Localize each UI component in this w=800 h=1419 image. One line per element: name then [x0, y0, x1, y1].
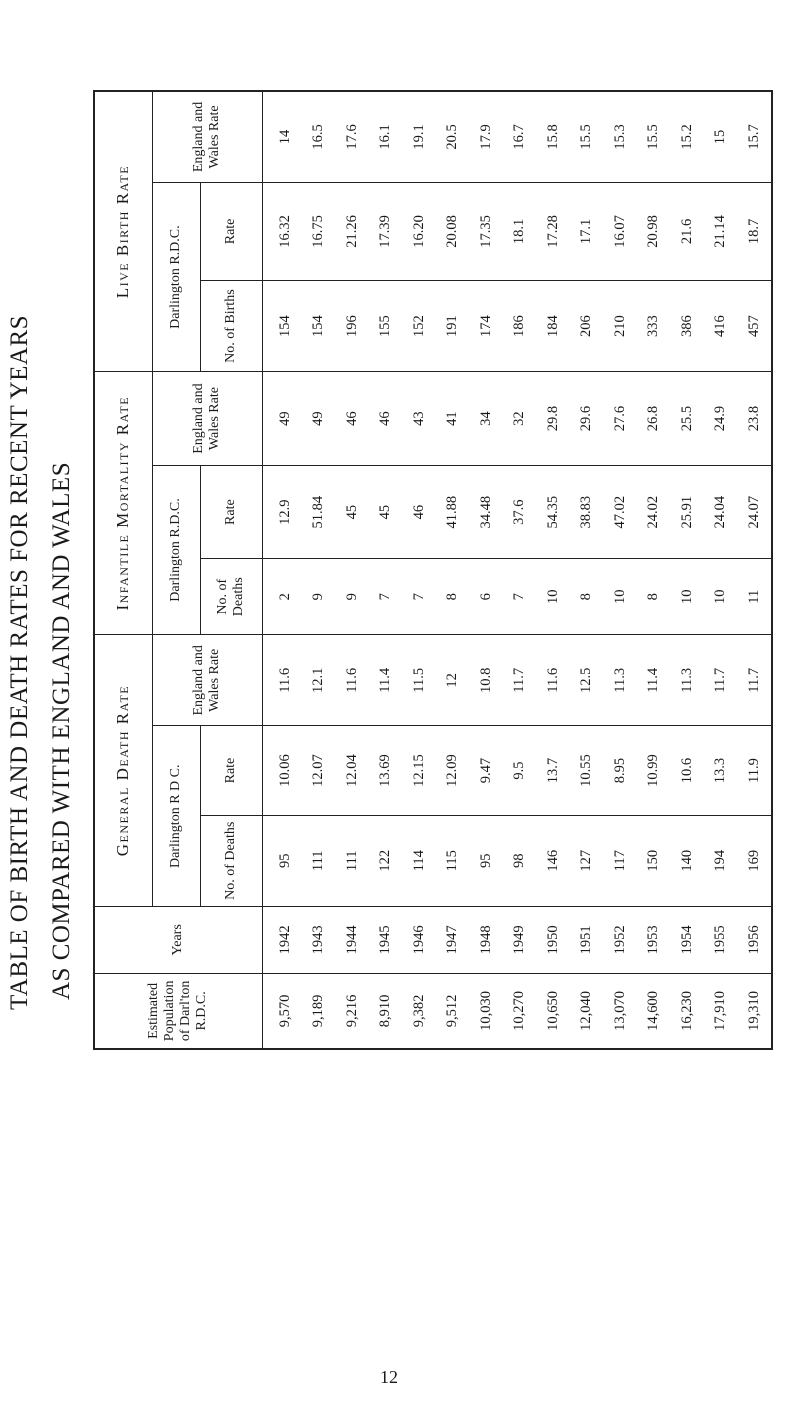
table-cell: 10	[678, 589, 695, 605]
table-cell: 27.6	[611, 405, 628, 432]
table-cell: 12.9	[276, 499, 293, 525]
header-england-infant: England and Wales Rate	[152, 372, 262, 466]
table-cell: 9.47	[477, 757, 494, 784]
table-cell: 9,570	[276, 994, 293, 1028]
table-cell: 16.5	[310, 124, 326, 150]
table-cell: 49	[276, 411, 293, 426]
table-cell: 186	[511, 315, 527, 337]
table-cell: 1952	[611, 925, 628, 955]
birth-rate-column	[262, 182, 772, 280]
table-cell: 9,382	[410, 994, 427, 1028]
table-cell: 17.9	[477, 124, 494, 150]
population-column	[262, 973, 772, 1049]
table-cell: 111	[310, 850, 326, 872]
header-no-deaths: No. of Deaths	[200, 815, 262, 906]
table-cell: 1951	[578, 925, 594, 955]
table-cell: 12,040	[578, 990, 594, 1031]
header-darlington-death: Darlington R D C.	[152, 726, 200, 906]
table-cell: 150	[645, 849, 661, 872]
table-cell: 333	[645, 315, 661, 337]
years-column	[262, 906, 772, 973]
table-cell: 10.99	[645, 754, 661, 787]
table-cell: 32	[511, 411, 527, 426]
table-cell: 45	[377, 504, 393, 520]
table-cell: 43	[410, 411, 427, 426]
table-cell: 15.8	[544, 124, 561, 150]
table-cell: 15.5	[645, 124, 661, 150]
table-cell: 17,910	[712, 990, 728, 1031]
table-cell: 15	[712, 129, 728, 145]
table-cell: 7	[410, 593, 427, 601]
table-cell: 49	[310, 411, 326, 426]
rates-table-container	[93, 90, 773, 1050]
table-cell: 38.83	[578, 495, 594, 529]
table-cell: 17.6	[343, 124, 360, 150]
table-cell: 127	[578, 849, 594, 872]
table-cell: 11.5	[410, 667, 427, 693]
table-cell: 1942	[276, 925, 293, 955]
table-cell: 11.4	[645, 667, 661, 693]
table-cell: 12.5	[578, 667, 594, 694]
table-cell: 1947	[444, 925, 460, 955]
table-cell: 140	[678, 849, 695, 872]
table-cell: 11.3	[678, 667, 695, 693]
table-cell: 210	[611, 315, 628, 337]
table-cell: 8,910	[377, 994, 393, 1028]
table-cell: 1944	[343, 925, 360, 955]
table-cell: 1945	[377, 925, 393, 955]
table-cell: 13.69	[377, 754, 393, 787]
table-cell: 16.07	[611, 215, 628, 248]
table-cell: 15.3	[611, 124, 628, 150]
table-cell: 21.26	[343, 215, 360, 248]
table-cell: 152	[410, 315, 427, 337]
table-cell: 1950	[544, 925, 561, 955]
table-cell: 41	[444, 411, 460, 426]
page-title	[0, 0, 100, 1100]
death-no-column	[262, 815, 772, 906]
table-cell: 12.07	[310, 754, 326, 787]
header-general-death-rate: General Death Rate	[94, 635, 152, 907]
table-cell: 10.55	[578, 754, 594, 787]
table-cell: 9.5	[511, 761, 527, 780]
table-cell: 154	[276, 315, 293, 337]
table-cell: 14,600	[645, 990, 661, 1031]
table-cell: 114	[410, 850, 427, 872]
table-cell: 1953	[645, 925, 661, 955]
table-cell: 8	[444, 593, 460, 601]
table-cell: 34	[477, 411, 494, 426]
table-cell: 13.3	[712, 757, 728, 784]
table-cell: 29.6	[578, 405, 594, 432]
table-cell: 11.7	[511, 667, 527, 693]
table-cell: 196	[343, 315, 360, 337]
table-cell: 10	[544, 589, 561, 605]
birth-no-column	[262, 280, 772, 371]
table-cell: 10.8	[477, 667, 494, 694]
table-cell: 12.15	[410, 754, 427, 787]
table-cell: 1943	[310, 925, 326, 955]
table-cell: 25.91	[678, 495, 695, 529]
header-england-death: England and Wales Rate	[152, 635, 262, 726]
table-cell: 1948	[477, 925, 494, 955]
table-cell: 34.48	[477, 495, 494, 529]
table-cell: 11.6	[276, 667, 293, 693]
header-infantile-mortality-rate: Infantile Mortality Rate	[94, 372, 152, 635]
table-cell: 18.7	[745, 218, 762, 245]
table-cell: 9,512	[444, 994, 460, 1028]
table-cell: 20.5	[444, 124, 460, 150]
table-cell: 2	[276, 593, 293, 601]
table-cell: 17.35	[477, 215, 494, 248]
table-cell: 13,070	[611, 990, 628, 1031]
table-cell: 18.1	[511, 218, 527, 245]
table-cell: 1956	[745, 925, 762, 955]
death-rate-column	[262, 726, 772, 815]
table-cell: 194	[712, 849, 728, 872]
table-cell: 15.7	[745, 124, 762, 150]
infant-rate-column	[262, 465, 772, 559]
table-cell: 16.75	[310, 215, 326, 248]
table-cell: 16.7	[511, 124, 527, 150]
table-cell: 10,270	[511, 990, 527, 1031]
table-cell: 46	[377, 411, 393, 426]
table-cell: 11.6	[544, 667, 561, 693]
header-years: Years	[94, 906, 262, 973]
table-cell: 8	[645, 593, 661, 601]
header-england-birth: England and Wales Rate	[152, 91, 262, 182]
table-cell: 11.3	[611, 667, 628, 693]
table-cell: 16.20	[410, 215, 427, 248]
table-cell: 13.7	[544, 757, 561, 784]
table-cell: 20.98	[645, 215, 661, 248]
table-cell: 24.9	[712, 405, 728, 432]
table-cell: 12	[444, 673, 460, 688]
death-ew-column	[262, 635, 772, 726]
table-cell: 117	[611, 850, 628, 872]
header-no-births: No. of Births	[200, 280, 262, 371]
table-cell: 10	[712, 589, 728, 605]
infant-ew-column	[262, 372, 772, 466]
table-cell: 1949	[511, 925, 527, 955]
table-cell: 25.5	[678, 405, 695, 432]
table-cell: 15.2	[678, 124, 695, 150]
table-cell: 51.84	[310, 495, 326, 529]
header-birth-rate: Rate	[200, 182, 262, 280]
title-line-1: TABLE OF BIRTH AND DEATH RATES FOR RECENT YEARS	[6, 314, 33, 1010]
table-cell: 17.28	[544, 215, 561, 248]
table-cell: 98	[511, 853, 527, 869]
table-cell: 174	[477, 315, 494, 337]
table-cell: 95	[477, 853, 494, 869]
table-cell: 457	[745, 315, 762, 337]
table-cell: 184	[544, 315, 561, 337]
table-cell: 1954	[678, 925, 695, 955]
table-cell: 7	[377, 593, 393, 601]
table-cell: 11.4	[377, 667, 393, 693]
table-cell: 1946	[410, 925, 427, 955]
table-cell: 29.8	[544, 405, 561, 432]
birth-ew-column	[262, 91, 772, 182]
table-cell: 1955	[712, 925, 728, 955]
table-cell: 155	[377, 315, 393, 337]
table-cell: 19.1	[410, 124, 427, 150]
table-cell: 54.35	[544, 495, 561, 529]
table-cell: 95	[276, 853, 293, 869]
table-cell: 169	[745, 849, 762, 872]
table-cell: 24.04	[712, 495, 728, 529]
table-cell: 20.08	[444, 215, 460, 248]
table-cell: 9	[343, 593, 360, 601]
table-cell: 386	[678, 315, 695, 337]
table-cell: 115	[444, 850, 460, 872]
table-cell: 47.02	[611, 495, 628, 529]
table-cell: 14	[276, 129, 293, 145]
table-cell: 37.6	[511, 499, 527, 525]
header-darlington-infant: Darlington R.D.C.	[152, 465, 200, 634]
table-cell: 9,189	[310, 994, 326, 1028]
table-cell: 6	[477, 593, 494, 601]
table-cell: 16,230	[678, 990, 695, 1031]
table-cell: 23.8	[745, 405, 762, 432]
table-cell: 8	[578, 593, 594, 601]
table-cell: 16.32	[276, 215, 293, 248]
header-live-birth-rate: Live Birth Rate	[94, 91, 152, 372]
table-cell: 26.8	[645, 405, 661, 432]
table-cell: 17.39	[377, 215, 393, 248]
table-cell: 16.1	[377, 124, 393, 150]
table-cell: 11.9	[745, 758, 762, 783]
table-cell: 10	[611, 589, 628, 605]
table-cell: 206	[578, 315, 594, 337]
table-cell: 21.6	[678, 218, 695, 245]
table-cell: 12.04	[343, 754, 360, 787]
table-cell: 10,650	[544, 990, 561, 1031]
table-cell: 21.14	[712, 215, 728, 248]
table-cell: 19,310	[745, 990, 762, 1031]
table-cell: 10.6	[678, 757, 695, 784]
table-cell: 11.7	[745, 667, 762, 693]
table-cell: 8.95	[611, 757, 628, 784]
table-cell: 24.07	[745, 495, 762, 529]
table-cell: 191	[444, 315, 460, 337]
table-cell: 12.1	[310, 667, 326, 694]
header-infant-rate: Rate	[200, 465, 262, 559]
table-cell: 11.6	[343, 667, 360, 693]
table-cell: 45	[343, 504, 360, 520]
table-cell: 15.5	[578, 124, 594, 150]
table-cell: 46	[410, 504, 427, 520]
table-cell: 10,030	[477, 990, 494, 1031]
table-cell: 11.7	[712, 667, 728, 693]
header-death-rate: Rate	[200, 726, 262, 815]
data-row	[262, 91, 772, 1049]
page-number: 12	[380, 1367, 398, 1387]
table-cell: 146	[544, 849, 561, 872]
table-cell: 9,216	[343, 994, 360, 1028]
table-cell: 154	[310, 315, 326, 337]
header-population: Estimated Population of Darl'ton R.D.C.	[94, 973, 262, 1049]
table-cell: 9	[310, 593, 326, 601]
title-line-2: AS COMPARED WITH ENGLAND AND WALES	[48, 461, 75, 1000]
table-cell: 24.02	[645, 495, 661, 529]
table-cell: 10.06	[276, 754, 293, 787]
table-cell: 122	[377, 849, 393, 872]
table-cell: 46	[343, 411, 360, 426]
table-cell: 7	[511, 593, 527, 601]
table-cell: 41.88	[444, 495, 460, 529]
table-cell: 11	[745, 589, 762, 604]
header-infant-no-deaths: No. of Deaths	[200, 559, 262, 635]
table-cell: 416	[712, 315, 728, 337]
table-cell: 17.1	[578, 218, 594, 245]
infant-no-column	[262, 559, 772, 635]
table-cell: 111	[343, 850, 360, 872]
header-darlington-birth: Darlington R.D.C.	[152, 182, 200, 371]
table-cell: 12.09	[444, 754, 460, 787]
rates-table	[93, 90, 773, 1050]
